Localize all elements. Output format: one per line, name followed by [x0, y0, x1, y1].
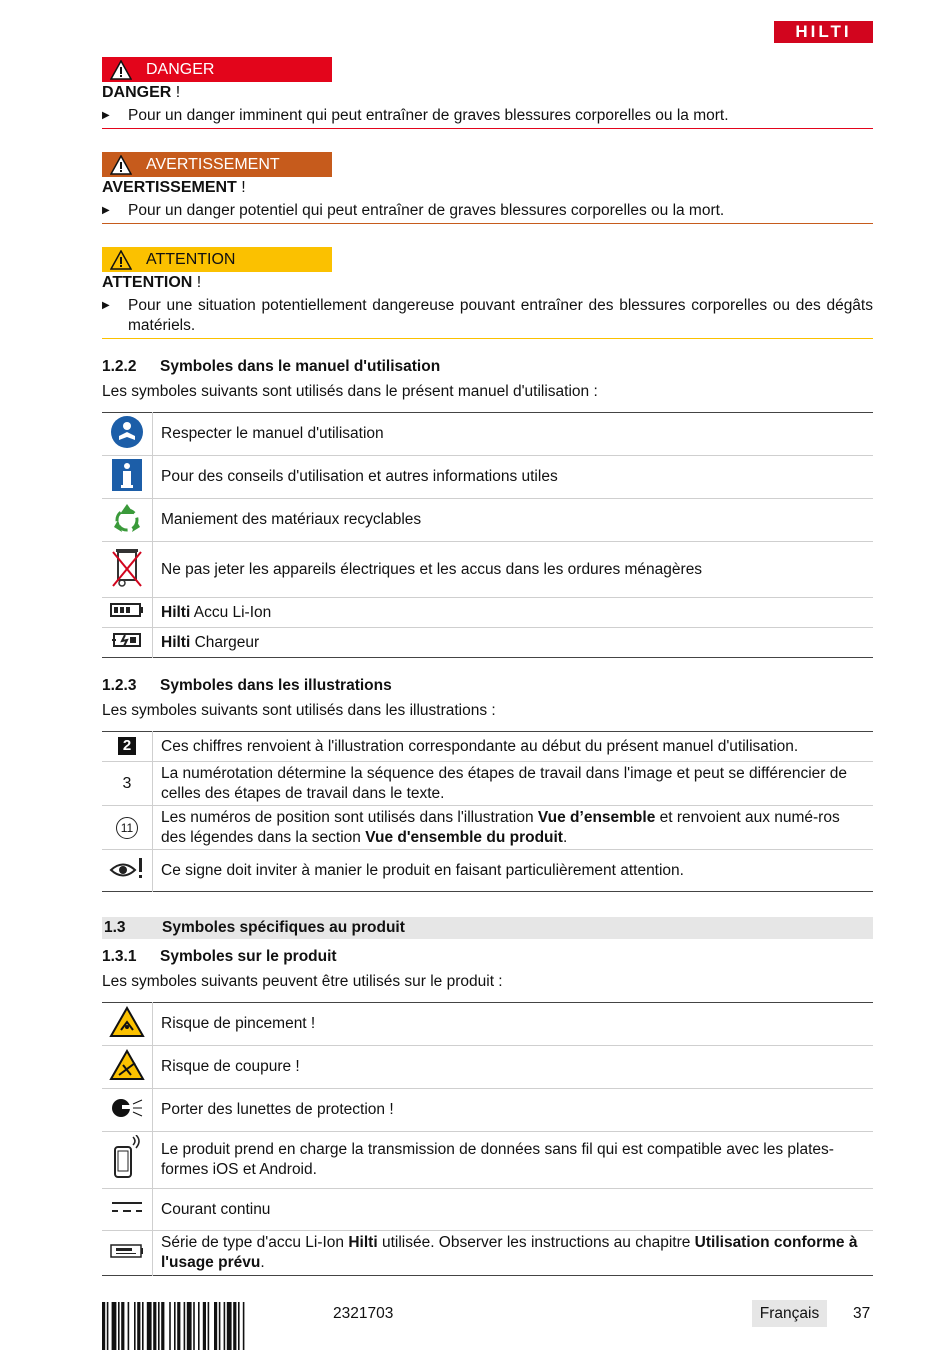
- table-row: [102, 762, 873, 806]
- danger-signal-word: DANGER !: [102, 84, 181, 101]
- warning-banner: [102, 152, 332, 177]
- warning-triangle-icon: [110, 60, 132, 80]
- symbol-description: Hilti Accu Li-Ion: [153, 598, 874, 628]
- eye-attention-icon: [109, 856, 145, 880]
- warning-triangle-icon: [110, 155, 132, 175]
- section-intro: Les symboles suivants sont utilisés dans le présent manuel d'utilisation :: [102, 383, 598, 400]
- section-heading: 1.2.3 Symboles dans les illustrations: [102, 677, 392, 694]
- table-row: [102, 806, 873, 850]
- symbol-description: Risque de pincement !: [153, 1003, 874, 1046]
- table-row: [102, 1046, 873, 1089]
- hilti-battery-series-icon: [110, 1243, 144, 1259]
- table-row: [102, 1189, 873, 1231]
- bullet-arrow-icon: ▶: [102, 300, 110, 311]
- document-code: 2321703: [333, 1305, 394, 1322]
- pinch-hazard-icon: [109, 1006, 145, 1038]
- table-row: [102, 732, 873, 762]
- direct-current-icon: [110, 1200, 144, 1214]
- caution-banner-label: ATTENTION: [146, 250, 236, 268]
- caution-signal-word: ATTENTION !: [102, 274, 202, 291]
- table-row: [102, 413, 873, 456]
- danger-banner: [102, 57, 332, 82]
- section-title-bar: 1.3 Symboles spécifiques au produit: [102, 917, 873, 939]
- danger-banner-label: DANGER: [146, 60, 215, 78]
- figure-number-icon: 2: [118, 737, 136, 755]
- recycle-icon: [110, 501, 144, 535]
- symbol-description: Les numéros de position sont utilisés dans l'illustration Vue d’ensemble et renvoient aux numé-ros des légendes dans la section Vue d'ensemble du produit.: [153, 806, 874, 850]
- symbol-description: Respecter le manuel d'utilisation: [153, 413, 874, 456]
- caution-rule: [102, 338, 873, 339]
- battery-icon: [110, 602, 144, 618]
- section-heading: 1.3.1 Symboles sur le produit: [102, 948, 337, 965]
- section-heading: 1.2.2 Symboles dans le manuel d'utilisation: [102, 358, 441, 375]
- table-row: [102, 542, 873, 598]
- danger-text: Pour un danger imminent qui peut entraîner de graves blessures corporelles ou la mort.: [128, 107, 729, 124]
- manual-symbols-table: [102, 412, 873, 658]
- warning-signal-word: AVERTISSEMENT !: [102, 179, 246, 196]
- wireless-phone-icon: [109, 1135, 145, 1181]
- danger-rule: [102, 128, 873, 129]
- symbol-description: Ne pas jeter les appareils électriques et les accus dans les ordures ménagères: [153, 542, 874, 598]
- symbol-description: Ces chiffres renvoient à l'illustration correspondante au début du présent manuel d'utilisation.: [153, 732, 874, 762]
- warning-banner-label: AVERTISSEMENT: [146, 155, 280, 173]
- table-row: [102, 499, 873, 542]
- symbol-description: La numérotation détermine la séquence des étapes de travail dans l'image et peut se différencier de celles des étapes de travail dans le texte.: [153, 762, 874, 806]
- hilti-logo: HILTI: [774, 21, 873, 43]
- symbol-description: Risque de coupure !: [153, 1046, 874, 1089]
- warning-rule: [102, 223, 873, 224]
- symbol-description: Courant continu: [153, 1189, 874, 1231]
- cut-hazard-icon: [109, 1049, 145, 1081]
- symbol-description: Ce signe doit inviter à manier le produit en faisant particulièrement attention.: [161, 861, 684, 879]
- table-row: [102, 1132, 873, 1189]
- table-row: [102, 1003, 873, 1046]
- table-row: [102, 456, 873, 499]
- warning-triangle-icon: [110, 250, 132, 270]
- crossed-bin-icon: [110, 544, 144, 590]
- bullet-arrow-icon: ▶: [102, 205, 110, 216]
- table-row: [102, 628, 873, 658]
- caution-banner: [102, 247, 332, 272]
- info-icon: [111, 458, 143, 492]
- position-number-icon: 11: [116, 817, 138, 839]
- section-intro: Les symboles suivants sont utilisés dans les illustrations :: [102, 702, 496, 719]
- caution-bullet: [102, 296, 873, 336]
- symbol-description: Hilti Chargeur: [161, 633, 260, 651]
- symbol-description: Porter des lunettes de protection !: [153, 1089, 874, 1132]
- symbol-description: Série de type d'accu Li-Ion Hilti utilisée. Observer les instructions au chapitre Utilisation conforme à l'usage prévu.: [161, 1234, 858, 1271]
- bullet-arrow-icon: ▶: [102, 110, 110, 121]
- table-row: [102, 1231, 873, 1276]
- warning-bullet: [102, 201, 873, 221]
- table-row: [102, 850, 873, 892]
- product-symbols-table: [102, 1002, 873, 1276]
- warning-text: Pour un danger potentiel qui peut entraîner de graves blessures corporelles ou la mort.: [128, 202, 725, 219]
- goggles-icon: [109, 1096, 145, 1120]
- table-row: [102, 1089, 873, 1132]
- section-intro: Les symboles suivants peuvent être utilisés sur le produit :: [102, 973, 503, 990]
- step-number: 3: [122, 774, 132, 792]
- symbol-description: Pour des conseils d'utilisation et autres informations utiles: [153, 456, 874, 499]
- caution-text: Pour une situation potentiellement dangereuse pouvant entraîner des blessures corporelles ou des dégâts matériels.: [128, 297, 873, 334]
- illustration-symbols-table: [102, 731, 873, 892]
- danger-bullet: [102, 106, 873, 126]
- barcode: [102, 1302, 314, 1350]
- language-label: Français: [752, 1300, 827, 1327]
- page-number: 37: [853, 1305, 871, 1322]
- manual-icon: [110, 415, 144, 449]
- table-row: [102, 598, 873, 628]
- symbol-description: Le produit prend en charge la transmission de données sans fil qui est compatible avec les plates-formes iOS et Android.: [153, 1132, 874, 1189]
- symbol-description: Maniement des matériaux recyclables: [153, 499, 874, 542]
- charger-icon: [110, 632, 144, 648]
